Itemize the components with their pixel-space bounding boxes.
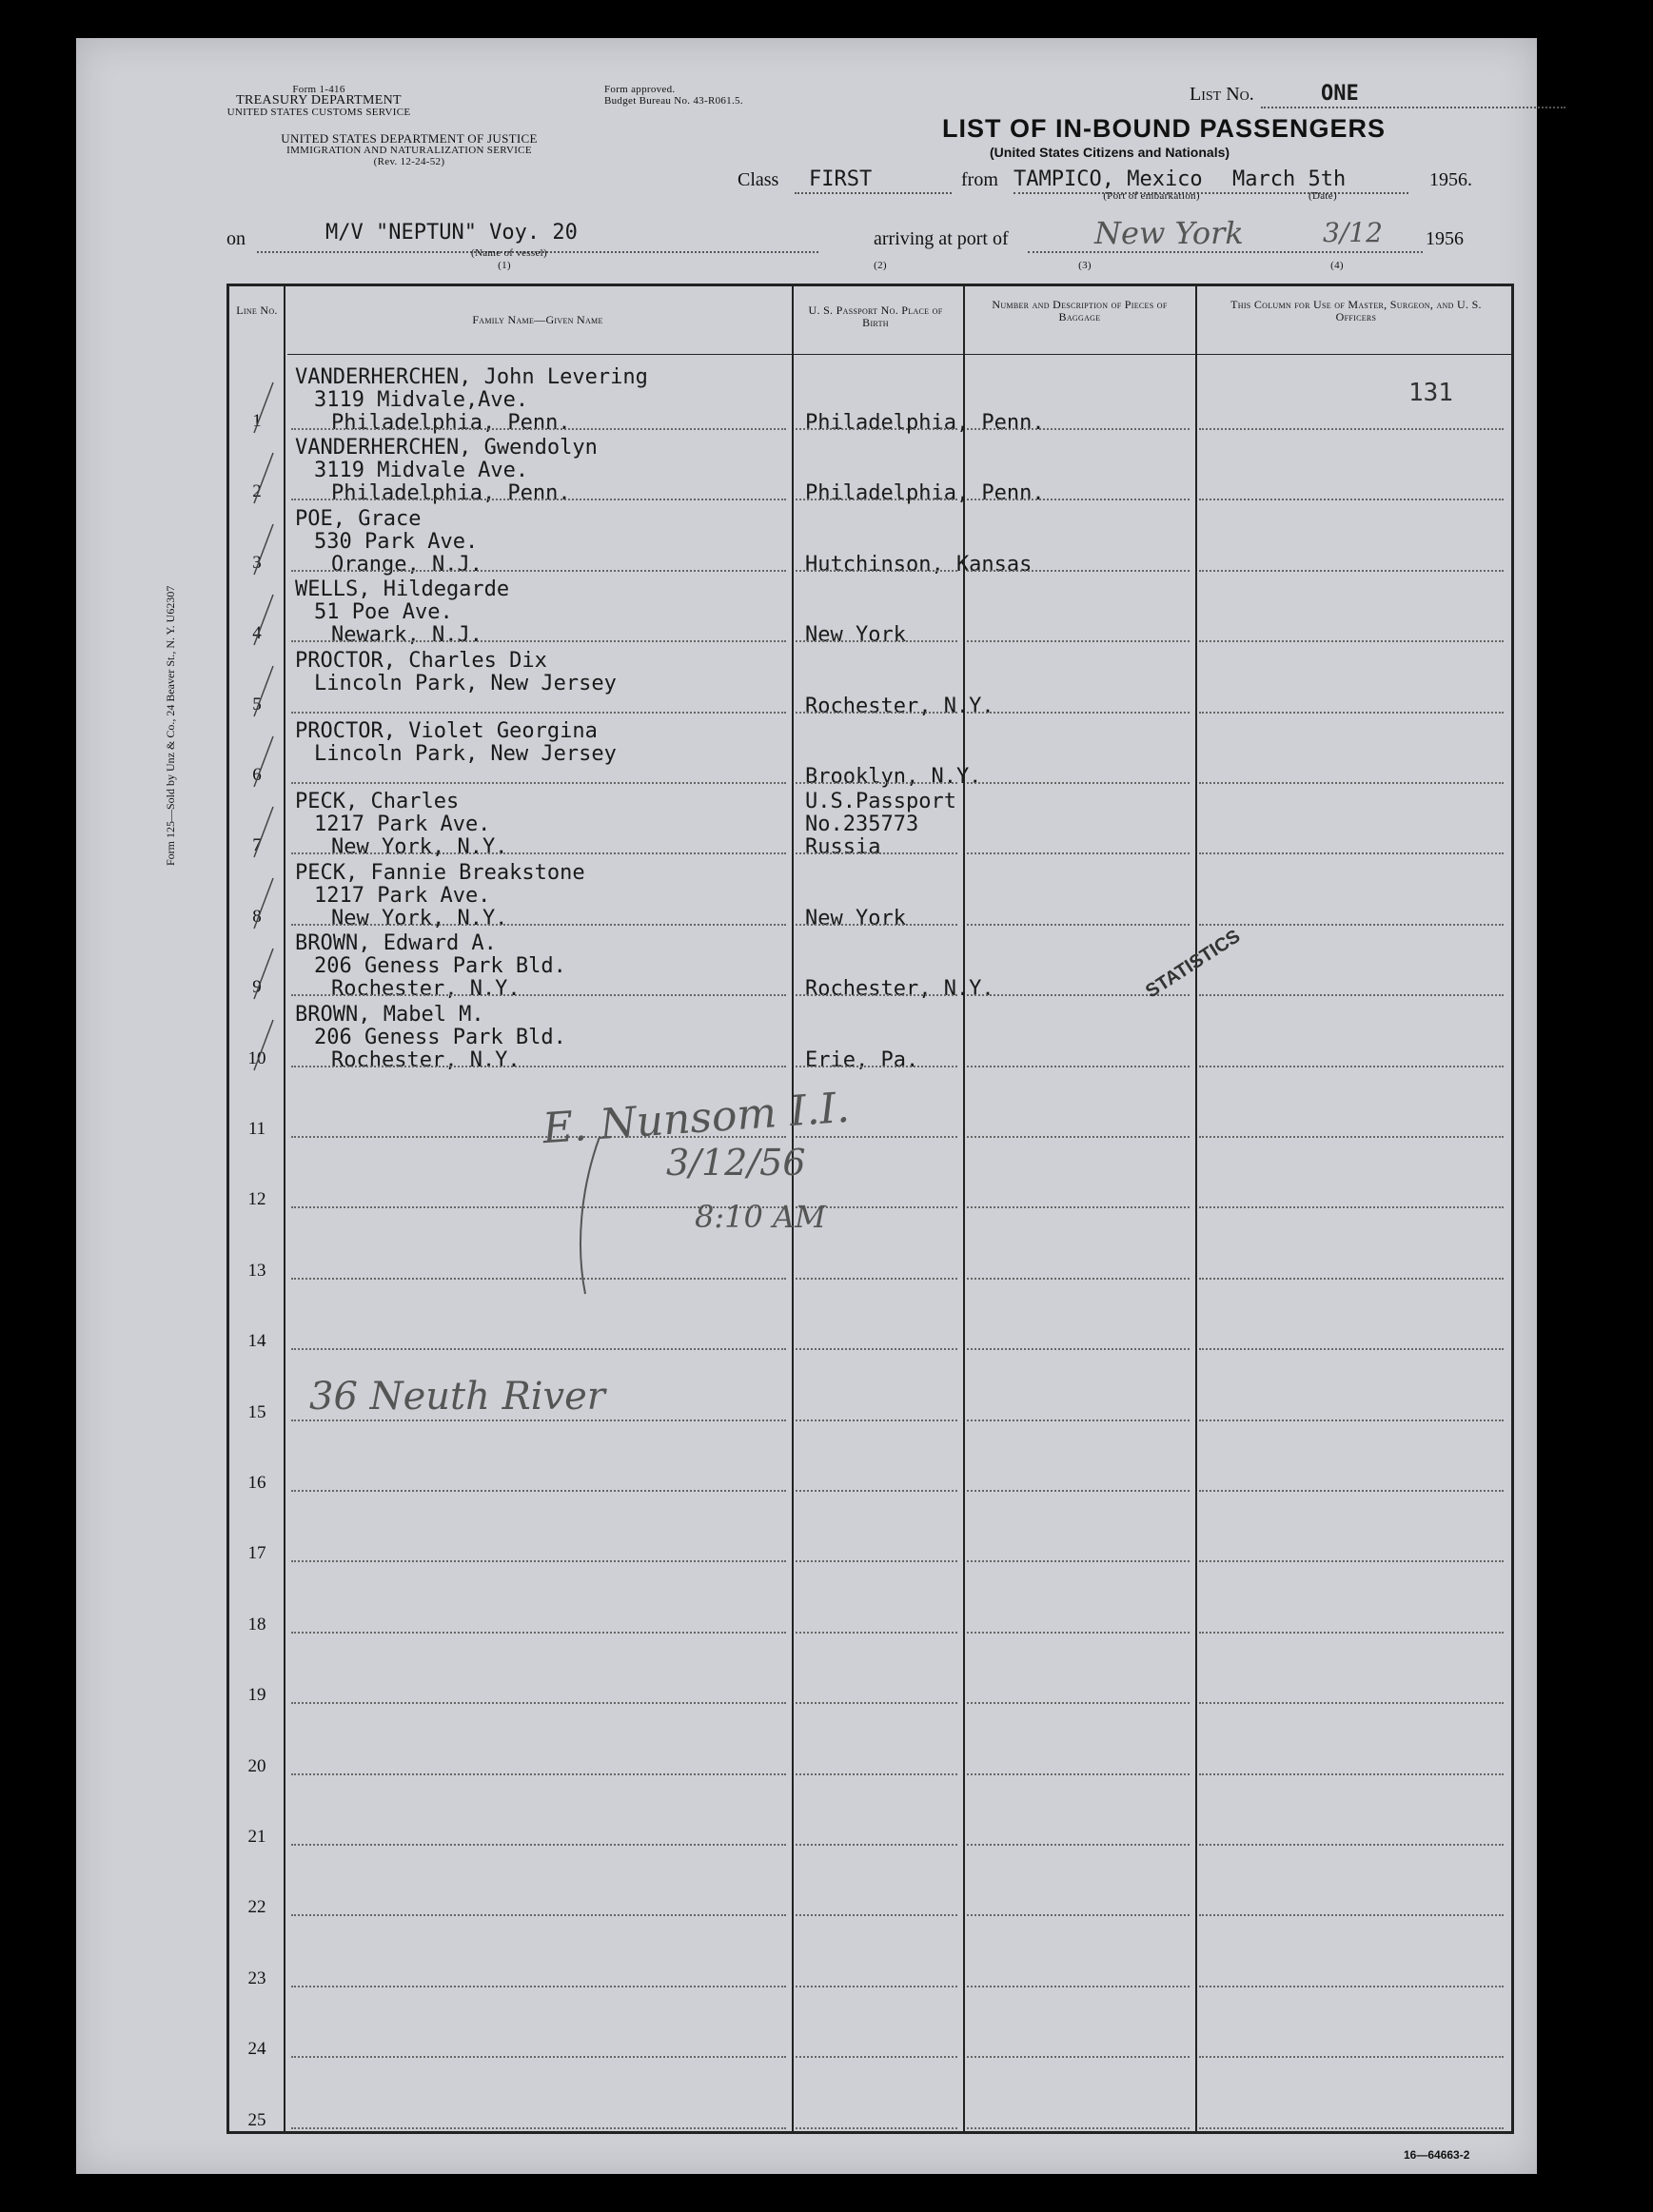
row-rule (967, 1278, 1190, 1280)
passenger-city: Newark, N.J. (331, 623, 482, 648)
revision: (Rev. 12-24-52) (373, 156, 445, 167)
row-rule (291, 924, 786, 926)
row-rule (291, 640, 786, 642)
row-rule (1199, 1419, 1504, 1421)
line-number: 21 (247, 1827, 266, 1847)
line-number: 23 (247, 1967, 266, 1988)
row-rule (1199, 1986, 1504, 1987)
signature-date: 3/12/56 (666, 1142, 806, 1184)
col-baggage: Number and Description of Pieces of Baggage (992, 298, 1168, 323)
passenger-city: Rochester, N.Y. (331, 977, 521, 1002)
row-rule (967, 1844, 1190, 1846)
list-no-value: ONE (1321, 82, 1359, 106)
row-rule (796, 712, 957, 714)
row-rule (796, 1986, 957, 1987)
passenger-birthplace: Hutchinson, Kansas (805, 552, 1033, 577)
passenger-address: 206 Geness Park Bld. (314, 1025, 566, 1049)
row-rule (291, 1066, 786, 1067)
from-label: from (961, 169, 998, 190)
line-number: 7 (252, 835, 262, 856)
line-number: 17 (247, 1543, 266, 1564)
check-mark (243, 451, 281, 508)
row-rule (291, 1986, 786, 1987)
row-rule (1199, 994, 1504, 996)
line-number: 1 (252, 411, 262, 431)
class-label: Class (738, 169, 779, 190)
line-number: 20 (247, 1755, 266, 1776)
row-rule (967, 782, 1190, 784)
passenger-name: BROWN, Edward A. (295, 931, 497, 956)
row-rule (1199, 2056, 1504, 2058)
check-mark (243, 734, 281, 792)
row-rule (967, 640, 1190, 642)
passenger-birthplace: New York (805, 623, 906, 648)
inspector-signature: E. Nunsom I.I. (541, 1083, 852, 1154)
caption-4: (4) (1330, 260, 1344, 271)
row-rule (967, 1206, 1190, 1208)
row-rule (796, 852, 957, 854)
row-rule (1199, 1844, 1504, 1846)
row-rule (1199, 1136, 1504, 1138)
signature-flourish (571, 1132, 628, 1303)
row-rule (1199, 499, 1504, 500)
statistics-stamp: STATISTICS (1142, 926, 1245, 1003)
row-rule (967, 428, 1190, 430)
row-rule (796, 1278, 957, 1280)
line-number: 12 (247, 1189, 266, 1210)
row-rule (967, 499, 1190, 500)
passenger-birthplace: Erie, Pa. (805, 1047, 919, 1072)
row-rule (1199, 924, 1504, 926)
row-rule (291, 712, 786, 714)
line-number: 19 (247, 1685, 266, 1706)
row-rule (1199, 712, 1504, 714)
row-rule (291, 1560, 786, 1562)
row-rule (1199, 428, 1504, 430)
row-rule (796, 1632, 957, 1634)
row-rule (291, 852, 786, 854)
line-number: 6 (252, 765, 262, 785)
row-rule (1199, 1773, 1504, 1775)
passenger-address: 3119 Midvale,Ave. (314, 388, 529, 412)
row-rule (1199, 570, 1504, 572)
row-rule (1199, 1066, 1504, 1067)
check-mark (243, 1018, 281, 1075)
passenger-city: New York, N.Y. (331, 906, 508, 930)
signature-time: 8:10 AM (695, 1199, 826, 1235)
check-mark (243, 381, 281, 438)
caption-2: (2) (874, 260, 887, 271)
check-mark (243, 876, 281, 933)
passenger-address: 530 Park Ave. (314, 529, 479, 554)
form-approved: Form approved. (604, 84, 676, 95)
row-rule (291, 2127, 786, 2129)
list-no-label: List No. (1190, 84, 1254, 105)
passenger-birthplace: Russia (805, 835, 881, 860)
officer-note: 131 (1408, 379, 1453, 407)
row-rule (967, 1986, 1190, 1987)
class-value: FIRST (809, 167, 873, 191)
budget-bureau: Budget Bureau No. 43-R061.5. (604, 95, 743, 107)
manifest-sheet (76, 38, 1537, 2174)
customs-service: UNITED STATES CUSTOMS SERVICE (226, 107, 411, 118)
passenger-name: PROCTOR, Violet Georgina (295, 719, 598, 743)
row-rule (796, 1348, 957, 1350)
passport-number: No.235773 (805, 812, 919, 837)
passenger-city: Philadelphia, Penn. (331, 411, 571, 435)
from-value: TAMPICO, Mexico (1013, 167, 1203, 191)
treasury-dept: TREASURY DEPARTMENT (236, 93, 402, 108)
line-number: 10 (247, 1047, 266, 1068)
check-mark (243, 664, 281, 721)
passenger-birthplace: New York (805, 906, 906, 930)
row-rule (796, 640, 957, 642)
passenger-address: 1217 Park Ave. (314, 812, 491, 837)
row-rule (796, 1560, 957, 1562)
row-rule (967, 2127, 1190, 2129)
passenger-name: VANDERHERCHEN, John Levering (295, 365, 648, 389)
row-rule (796, 1844, 957, 1846)
passenger-name: VANDERHERCHEN, Gwendolyn (295, 436, 598, 460)
arrival-date-handwriting: 3/12 (1323, 217, 1383, 248)
line-number: 11 (247, 1119, 266, 1139)
row-rule (291, 1632, 786, 1634)
row-rule (1199, 1702, 1504, 1704)
row-rule (796, 1702, 957, 1704)
arrival-year: 1956 (1426, 228, 1464, 249)
row-rule (967, 712, 1190, 714)
passenger-city: Philadelphia, Penn. (331, 481, 571, 506)
line-number: 2 (252, 481, 262, 502)
line-number: 5 (252, 694, 262, 714)
footer-code: 16—64663-2 (1404, 2148, 1470, 2162)
line-number: 22 (247, 1897, 266, 1918)
row-rule (291, 499, 786, 500)
row-rule (1199, 1206, 1504, 1208)
row-rule (796, 1419, 957, 1421)
page-title: LIST OF IN-BOUND PASSENGERS (942, 114, 1387, 143)
row-rule (967, 1914, 1190, 1916)
row-rule (967, 570, 1190, 572)
arriving-label: arriving at port of (874, 228, 1009, 249)
row-rule (796, 1490, 957, 1492)
year-value: 1956. (1429, 169, 1472, 190)
passenger-city: Orange, N.J. (331, 552, 482, 577)
line-number: 8 (252, 906, 262, 927)
line-number: 4 (252, 623, 262, 644)
col-name: Family Name—Given Name (472, 313, 603, 326)
passenger-name: PECK, Charles (295, 790, 460, 814)
row-rule (291, 782, 786, 784)
row-rule (291, 570, 786, 572)
check-mark (243, 805, 281, 862)
passenger-name: PROCTOR, Charles Dix (295, 648, 547, 673)
on-label: on (226, 228, 246, 249)
passenger-name: WELLS, Hildegarde (295, 577, 510, 602)
row-rule (967, 924, 1190, 926)
list-no-line (1261, 88, 1565, 108)
row-rule (1199, 1632, 1504, 1634)
row-rule (1199, 1560, 1504, 1562)
passenger-city: Rochester, N.Y. (331, 1047, 521, 1072)
row-rule (967, 852, 1190, 854)
row-rule (796, 2056, 957, 2058)
check-mark (243, 593, 281, 650)
line-number: 18 (247, 1614, 266, 1635)
passenger-name: PECK, Fannie Breakstone (295, 860, 585, 885)
row-rule (967, 1702, 1190, 1704)
row-rule (967, 1490, 1190, 1492)
line-number: 16 (247, 1473, 266, 1493)
passenger-address: 51 Poe Ave. (314, 600, 453, 625)
passport-label: U.S.Passport (805, 790, 956, 814)
row-rule (291, 1490, 786, 1492)
row-rule (1199, 640, 1504, 642)
printer-side-text: Form 125—Sold by Unz & Co., 24 Beaver St., N. Y. U62307 (164, 585, 177, 866)
caption-3: (3) (1078, 260, 1092, 271)
row-rule (796, 499, 957, 500)
row-rule (291, 1844, 786, 1846)
passenger-address: 3119 Midvale Ave. (314, 459, 529, 483)
passenger-birthplace: Philadelphia, Penn. (805, 481, 1045, 506)
line-number: 25 (247, 2109, 266, 2130)
col-line-no: Line No. (236, 303, 278, 317)
line-number: 13 (247, 1260, 266, 1281)
passenger-city: New York, N.Y. (331, 835, 508, 860)
row-rule (796, 924, 957, 926)
row-rule (1199, 1490, 1504, 1492)
count-note: 36 Neuth River (309, 1375, 605, 1419)
ins-service: IMMIGRATION AND NATURALIZATION SERVICE (286, 145, 532, 156)
row-rule (967, 1419, 1190, 1421)
row-rule (796, 2127, 957, 2129)
row-rule (291, 1702, 786, 1704)
row-rule (796, 570, 957, 572)
date-caption: (Date) (1309, 190, 1337, 202)
row-rule (967, 1773, 1190, 1775)
row-rule (291, 1348, 786, 1350)
form-number: Form 1-416 (292, 84, 345, 95)
line-number: 3 (252, 552, 262, 573)
passenger-address: 1217 Park Ave. (314, 883, 491, 908)
row-rule (291, 1419, 786, 1421)
vessel-value: M/V "NEPTUN" Voy. 20 (325, 221, 578, 245)
passenger-address: 206 Geness Park Bld. (314, 954, 566, 979)
check-mark (243, 522, 281, 579)
row-rule (967, 1136, 1190, 1138)
line-number: 15 (247, 1401, 266, 1422)
passenger-address: Lincoln Park, New Jersey (314, 742, 617, 766)
passenger-birthplace: Philadelphia, Penn. (805, 411, 1045, 435)
caption-1: (1) (498, 260, 511, 271)
row-rule (1199, 1914, 1504, 1916)
row-rule (1199, 782, 1504, 784)
row-rule (796, 1136, 957, 1138)
passenger-address: Lincoln Park, New Jersey (314, 671, 617, 695)
passenger-birthplace: Brooklyn, N.Y. (805, 765, 982, 789)
row-rule (291, 2056, 786, 2058)
line-number: 14 (247, 1331, 266, 1352)
passenger-name: POE, Grace (295, 506, 422, 531)
dept-justice: UNITED STATES DEPARTMENT OF JUSTICE (281, 131, 538, 146)
line-number: 9 (252, 977, 262, 998)
row-rule (967, 1632, 1190, 1634)
arrival-port-handwriting: New York (1094, 215, 1244, 251)
vessel-caption: (Name of vessel) (471, 247, 547, 259)
row-rule (967, 1066, 1190, 1067)
row-rule (796, 428, 957, 430)
row-rule (967, 1348, 1190, 1350)
row-rule (967, 1560, 1190, 1562)
col-officers: This Column for Use of Master, Surgeon, and U. S. Officers (1230, 298, 1482, 323)
row-rule (796, 1914, 957, 1916)
row-rule (1199, 2127, 1504, 2129)
row-rule (291, 1278, 786, 1280)
row-rule (291, 1773, 786, 1775)
row-rule (1199, 852, 1504, 854)
row-rule (796, 994, 957, 996)
row-rule (1199, 1348, 1504, 1350)
check-mark (243, 947, 281, 1004)
row-rule (291, 428, 786, 430)
date-value: March 5th (1232, 167, 1347, 191)
row-rule (291, 994, 786, 996)
col-passport: U. S. Passport No. Place of Birth (808, 303, 943, 329)
row-rule (1199, 1278, 1504, 1280)
row-rule (291, 1914, 786, 1916)
row-rule (967, 2056, 1190, 2058)
passenger-birthplace: Rochester, N.Y. (805, 977, 994, 1002)
line-number: 24 (247, 2039, 266, 2060)
row-rule (796, 1773, 957, 1775)
port-caption: (Port of embarkation) (1103, 190, 1200, 202)
passenger-birthplace: Rochester, N.Y. (805, 694, 994, 718)
page-subtitle: (United States Citizens and Nationals) (990, 145, 1230, 160)
row-rule (796, 782, 957, 784)
passenger-name: BROWN, Mabel M. (295, 1002, 484, 1027)
row-rule (796, 1066, 957, 1067)
